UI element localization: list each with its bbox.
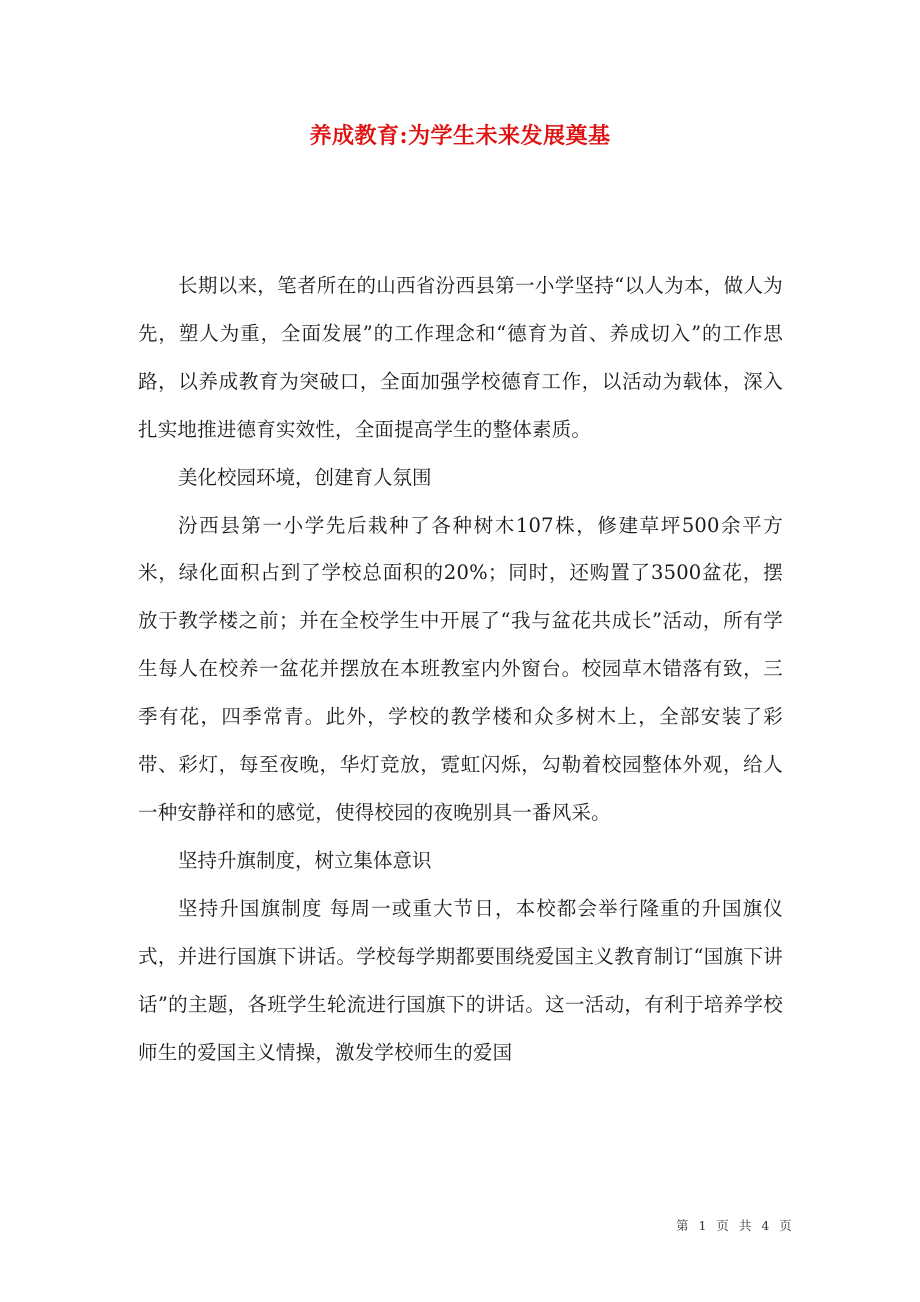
- page-number-footer: 第 1 页 共 4 页: [676, 1218, 793, 1233]
- body-paragraph: 长期以来，笔者所在的山西省汾西县第一小学坚持“以人为本，做人为先，塑人为重，全面发展”的工作理念和“德育为首、养成切入”的工作思路，以养成教育为突破口，全面加强学校德育工作，以活动为载体，深入扎实地推进德育实效性，全面提高学生的整体素质。: [138, 274, 783, 441]
- section-heading: 美化校园环境，创建育人氛围: [178, 465, 432, 489]
- body-paragraph: 坚持升国旗制度 每周一或重大节日，本校都会举行隆重的升国旗仪式，并进行国旗下讲话。学校每学期都要围绕爱国主义教育制订“国旗下讲话”的主题，各班学生轮流进行国旗下的讲话。这一活动，有利于培养学校师生的爱国主义情操，激发学校师生的爱国: [138, 896, 783, 1064]
- document-body: [138, 262, 783, 1076]
- document-title: 养成教育:为学生未来发展奠基: [309, 123, 611, 149]
- body-paragraph: 汾西县第一小学先后栽种了各种树木107株，修建草坪500余平方米，绿化面积占到了学校总面积的20%；同时，还购置了3500盆花，摆放于教学楼之前；并在全校学生中开展了“我与盆花共成长”活动，所有学生每人在校养一盆花并摆放在本班教室内外窗台。校园草木错落有致，三季有花，四季常青。此外，学校的教学楼和众多树木上，全部安装了彩带、彩灯，每至夜晚，华灯竞放，霓虹闪烁，勾勒着校园整体外观，给人一种安静祥和的感觉，使得校园的夜晚别具一番风采。: [138, 513, 783, 824]
- section-heading: 坚持升旗制度，树立集体意识: [178, 848, 432, 872]
